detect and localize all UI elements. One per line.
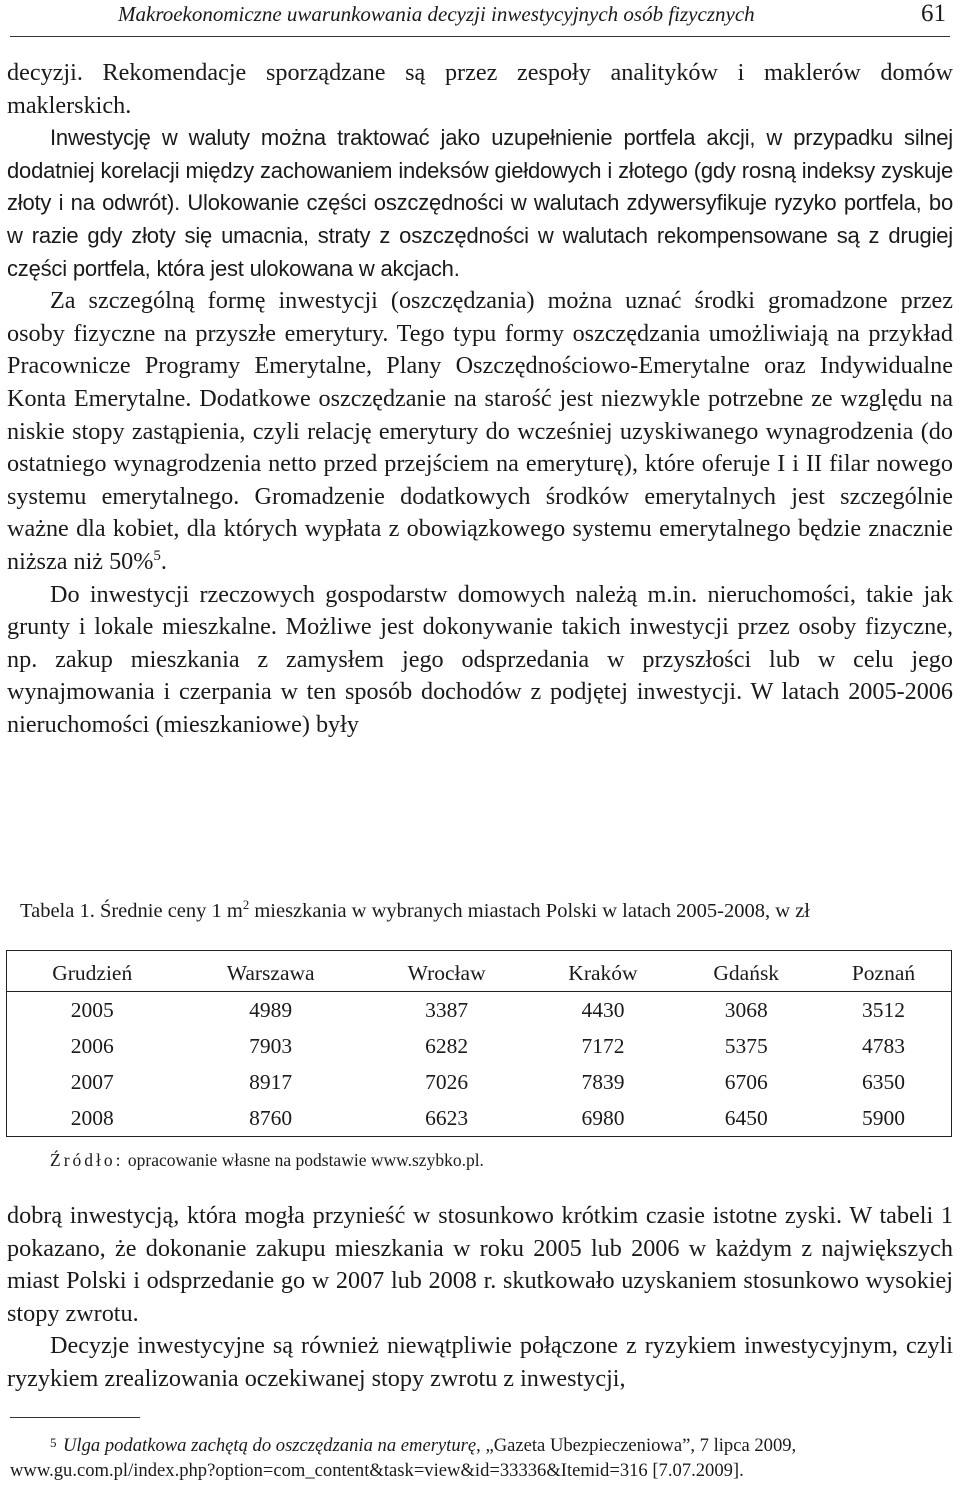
source-text: opracowanie własne na podstawie www.szybko.pl. (123, 1150, 484, 1170)
table-row (7, 1028, 952, 1064)
table-cell: 7026 (425, 1069, 469, 1094)
footnote (10, 1433, 950, 1483)
table-cell: 3387 (425, 997, 469, 1022)
footnote-url[interactable]: www.gu.com.pl/index.php?option=com_content&task=view&id=33336&Itemid=316 [7.07.2009]. (10, 1460, 744, 1481)
paragraph-continuation: decyzji. Rekomendacje sporządzane są przez zespoły analityków i maklerów domów maklerskich. (7, 59, 953, 119)
price-table (6, 950, 952, 1137)
table-cell: 2008 (70, 1105, 114, 1130)
footnote-number: 5 (50, 1435, 57, 1450)
table-cell: 6980 (581, 1105, 625, 1130)
header-cell: Grudzień (52, 960, 133, 985)
running-header (10, 0, 950, 37)
table-caption (20, 900, 810, 923)
footnote-ref[interactable]: 5 (153, 547, 161, 564)
table-cell: 6450 (724, 1105, 768, 1130)
table-cell: 5375 (724, 1033, 768, 1058)
table-cell: 6282 (425, 1033, 469, 1058)
table-cell: 8760 (249, 1105, 293, 1130)
table-cell: 4989 (249, 997, 293, 1022)
header-cell: Poznań (851, 960, 916, 985)
body-text-top (7, 57, 953, 741)
footnote-divider (10, 1417, 140, 1418)
paragraph-table-discussion: dobrą inwestycją, która mogła przynieść w stosunkowo krótkim czasie istotne zyski. W tabeli 1 pokazano, że dokonanie zakupu mieszkania w roku 2005 lub 2006 w każdym z największych miast Polski i odsprzedanie go w 2007 lub 2008 r. skutkowało uzyskaniem stosunkowo wysokiej stopy zwrotu. (7, 1202, 953, 1327)
table-cell: 6623 (425, 1105, 469, 1130)
table-cell: 2007 (70, 1069, 114, 1094)
table-cell: 7903 (249, 1033, 293, 1058)
table-cell: 3068 (724, 997, 768, 1022)
paragraph-retirement-tail: . (160, 547, 167, 575)
table-cell: 8917 (249, 1069, 293, 1094)
header-cell: Kraków (568, 960, 638, 985)
paragraph-real-estate: Do inwestycji rzeczowych gospodarstw domowych należą m.in. nieruchomości, takie jak grunty i lokale mieszkalne. Możliwe jest dokonywanie takich inwestycji przez osoby fizyczne, np. zakup mieszkania z zamysłem jego odsprzedania w przyszłości lub w celu jego wynajmowania i czerpania w ten sposób dochodów z podjętej inwestycji. W latach 2005-2006 nieruchomości (mieszkaniowe) były (7, 580, 953, 738)
table-cell: 5900 (861, 1105, 905, 1130)
page-number: 61 (921, 0, 946, 27)
table-row (7, 1100, 952, 1137)
source-label: Źródło: (50, 1150, 124, 1170)
table-cell: 7172 (581, 1033, 625, 1058)
table-row (7, 992, 952, 1029)
table-caption-prefix: Tabela 1. Średnie ceny 1 m (20, 900, 243, 922)
header-cell: Gdańsk (713, 960, 780, 985)
header-cell: Wrocław (407, 960, 486, 985)
paragraph-retirement-text: Za szczególną formę inwestycji (oszczędzania) można uznać środki gromadzone przez osoby fizyczne na przyszłe emerytury. Tego typu formy oszczędzania umożliwiają na przykład Pracownicze Programy Emerytalne, Plany Oszczędnościowo-Emerytalne oraz Indywidualne Konta Emerytalne. Dodatkowe oszczędzanie na starość jest niezwykle potrzebne ze względu na niskie stopy zastąpienia, czyli relację emerytury do wcześniej uzyskiwanego wynagrodzenia (do ostatniego wynagrodzenia netto przed przejściem na emeryturę), które oferuje I i II filar nowego systemu emerytalnego. Gromadzenie dodatkowych środków emerytalnych jest szczególnie ważne dla kobiet, dla których wypłata z obowiązkowego systemu emerytalnego będzie znacznie niższa niż 50% (7, 287, 953, 575)
paragraph-investment-risk: Decyzje inwestycyjne są również niewątpliwie połączone z ryzykiem inwestycyjnym, czyli ryzykiem zrealizowania oczekiwanej stopy zwrotu z inwestycji, (7, 1332, 953, 1392)
paragraph-retirement-savings (7, 285, 953, 578)
body-text-bottom (7, 1200, 953, 1396)
table-cell: 4783 (861, 1033, 905, 1058)
table-cell: 2005 (70, 997, 114, 1022)
header-cell: Warszawa (226, 960, 315, 985)
table-source (50, 1150, 484, 1171)
table-header-row (7, 951, 952, 992)
table-row (7, 1064, 952, 1100)
table-cell: 3512 (861, 997, 905, 1022)
table-cell: 6350 (861, 1069, 905, 1094)
footnote-line-1 (63, 1433, 950, 1458)
table-cell: 6706 (724, 1069, 768, 1094)
table-cell: 2006 (70, 1033, 114, 1058)
running-title: Makroekonomiczne uwarunkowania decyzji inwestycyjnych osób fizycznych (118, 2, 755, 26)
footnote-citation: , „Gazeta Ubezpieczeniowa”, 7 lipca 2009, (476, 1435, 797, 1456)
table-caption-sup: 2 (242, 898, 250, 913)
paragraph-currency-investment: Inwestycję w waluty można traktować jako uzupełnienie portfela akcji, w przypadku silnej dodatniej korelacji między zachowaniem indeksów giełdowych i złotego (gdy rosną indeksy zyskuje złoty i na odwrót). Ulokowanie części oszczędności w walutach zdywersyfikuje ryzyko portfela, bo w razie gdy złoty się umacnia, straty z oszczędności w walutach rekompensowane są z drugiej części portfela, która jest ulokowana w akcjach. (7, 125, 953, 281)
footnote-title: Ulga podatkowa zachętą do oszczędzania na emeryturę (63, 1435, 477, 1456)
table-caption-suffix: mieszkania w wybranych miastach Polski w latach 2005-2008, w zł (249, 900, 810, 922)
table-cell: 4430 (581, 997, 625, 1022)
table-cell: 7839 (581, 1069, 625, 1094)
